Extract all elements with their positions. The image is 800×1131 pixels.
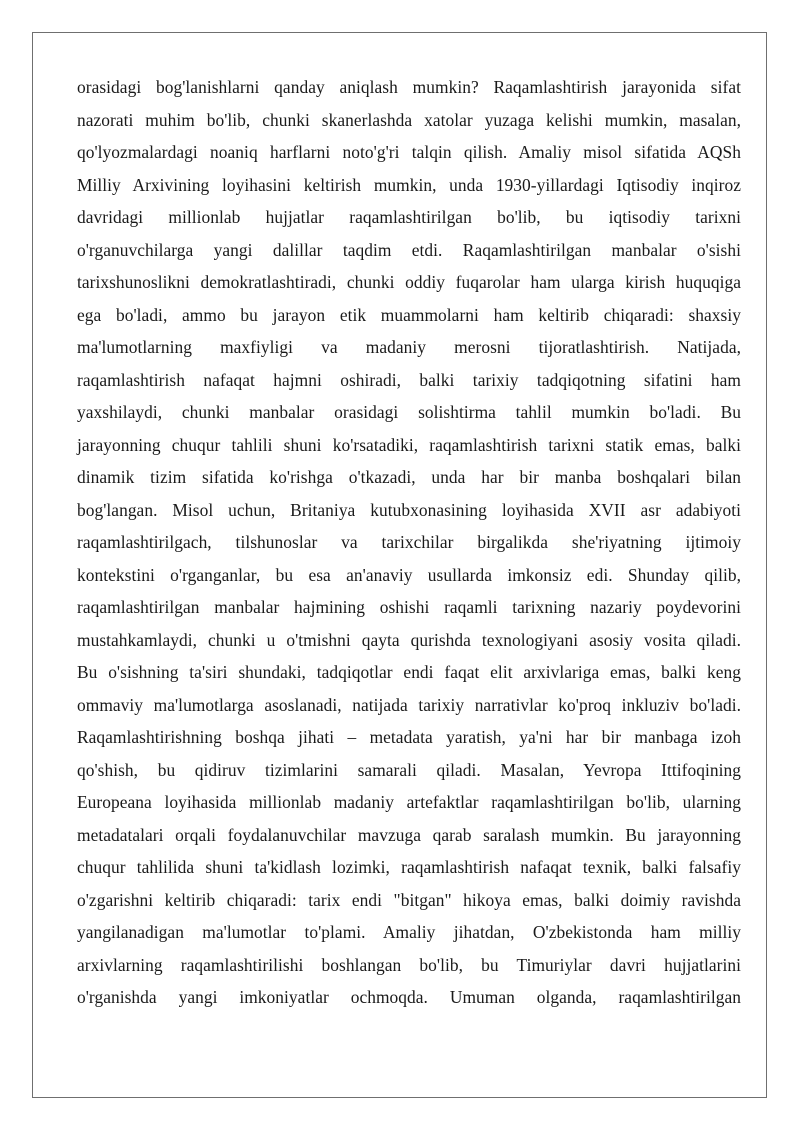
text-line: arxivlarning raqamlashtirilishi boshlangan bo'lib, bu Timuriylar davri hujjatlarini <box>77 954 741 975</box>
text-line: jarayonning chuqur tahlili shuni ko'rsatadiki, raqamlashtirish tarixni statik emas, balki <box>77 434 741 455</box>
text-line: qo'shish, bu qidiruv tizimlarini samarali qiladi. Masalan, Yevropa Ittifoqining <box>77 759 741 780</box>
text-line: tarixshunoslikni demokratlashtiradi, chunki oddiy fuqarolar ham ularga kirish huquqiga <box>77 272 741 292</box>
text-line: raqamlashtirilgan manbalar hajmining oshishi raqamli tarixning nazariy poydevorini <box>77 597 741 617</box>
text-line: Milliy Arxivining loyihasini keltirish mumkin, unda 1930-yillardagi Iqtisodiy inqiroz <box>77 174 741 195</box>
text-line: raqamlashtirilgach, tilshunoslar va tarixchilar birgalikda she'riyatning ijtimoiy <box>77 532 741 552</box>
text-line: Europeana loyihasida millionlab madaniy artefaktlar raqamlashtirilgan bo'lib, ularning <box>77 792 741 812</box>
text-line: bog'langan. Misol uchun, Britaniya kutubxonasining loyihasida XVII asr adabiyoti <box>77 499 741 520</box>
text-line: o'zgarishni keltirib chiqaradi: tarix endi "bitgan" hikoya emas, balki doimiy ravishda <box>77 889 741 910</box>
text-line: ma'lumotlarning maxfiyligi va madaniy merosni tijoratlashtirish. Natijada, <box>77 337 741 357</box>
text-line: davridagi millionlab hujjatlar raqamlashtirilgan bo'lib, bu iqtisodiy tarixni <box>77 207 741 227</box>
text-line: mustahkamlaydi, chunki u o'tmishni qayta qurishda texnologiyani asosiy vosita qiladi. <box>77 629 741 650</box>
text-line: o'rganuvchilarga yangi dalillar taqdim etdi. Raqamlashtirilgan manbalar o'sishi <box>77 239 741 260</box>
text-line: yaxshilaydi, chunki manbalar orasidagi solishtirma tahlil mumkin bo'ladi. Bu <box>77 402 741 422</box>
text-line: dinamik tizim sifatida ko'rishga o'tkazadi, unda har bir manba boshqalari bilan <box>77 467 741 487</box>
text-line: ommaviy ma'lumotlarga asoslanadi, natijada tarixiy narrativlar ko'proq inkluziv bo'ladi. <box>77 694 741 715</box>
text-line: metadatalari orqali foydalanuvchilar mavzuga qarab saralash mumkin. Bu jarayonning <box>77 824 741 845</box>
text-line: ega bo'ladi, ammo bu jarayon etik muammolarni ham keltirib chiqaradi: shaxsiy <box>77 304 741 325</box>
text-line: yangilanadigan ma'lumotlar to'plami. Amaliy jihatdan, O'zbekistonda ham milliy <box>77 922 741 942</box>
body-paragraph <box>77 71 741 1014</box>
text-line: chuqur tahlilida shuni ta'kidlash lozimki, raqamlashtirish nafaqat texnik, balki falsafiy <box>77 857 741 877</box>
text-line: nazorati muhim bo'lib, chunki skanerlashda xatolar yuzaga kelishi mumkin, masalan, <box>77 109 741 130</box>
text-line: orasidagi bog'lanishlarni qanday aniqlash mumkin? Raqamlashtirish jarayonida sifat <box>77 77 741 97</box>
text-line: Bu o'sishning ta'siri shundaki, tadqiqotlar endi faqat elit arxivlariga emas, balki keng <box>77 662 741 682</box>
text-line: kontekstini o'rganganlar, bu esa an'anaviy usullarda imkonsiz edi. Shunday qilib, <box>77 564 741 585</box>
text-line: o'rganishda yangi imkoniyatlar ochmoqda. Umuman olganda, raqamlashtirilgan <box>77 987 741 1007</box>
text-line: Raqamlashtirishning boshqa jihati – metadata yaratish, ya'ni har bir manbaga izoh <box>77 727 741 747</box>
text-line: qo'lyozmalardagi noaniq harflarni noto'g'ri talqin qilish. Amaliy misol sifatida AQSh <box>77 142 741 162</box>
text-line: raqamlashtirish nafaqat hajmni oshiradi, balki tarixiy tadqiqotning sifatini ham <box>77 369 741 390</box>
